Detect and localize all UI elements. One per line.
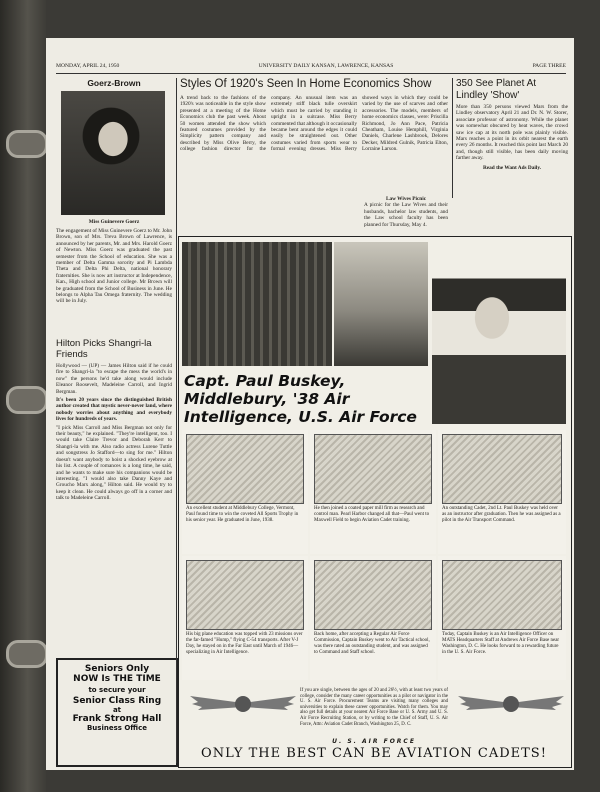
senior-line-2: NOW Is THE TIME <box>73 674 161 684</box>
ad-slogan: ONLY THE BEST CAN BE AVIATION CADETS! <box>201 746 547 761</box>
ad-panel-illustration <box>186 434 304 504</box>
air-force-wings-left <box>188 690 298 716</box>
binder-ring <box>6 386 48 414</box>
planet-heading: 350 See Planet At Lindley 'Show' <box>456 78 537 101</box>
binder-strip <box>0 0 46 792</box>
planet-footer: Read the Want Ads Daily. <box>482 164 542 171</box>
ad-panel-5 <box>310 556 436 680</box>
senior-line-7: Business Office <box>86 724 148 732</box>
ad-panel-illustration <box>186 560 304 630</box>
hilton-body: "I pick Miss Carroll and Miss Bergman not only for their beauty," he explained. "They're intelligent, too. I would take Claire Trevor and Deborah Kerr to Shangri-la with me. Also radio actress Lurene Tuttle and songstress Jo Stafford—to sing for me." Hilton doesn't want anybody to hoist a shocked eyebrow at his list. A couple of romances is a long time, he said, and he wants to make sure his companions would be interesting. "I would also take Danny Kaye and Groucho Marx along," Hilton said. He would try to keep it clean. He could always go off in a corner and talk to Madeleine Carroll. <box>56 424 172 502</box>
ad-panel-3 <box>438 430 566 554</box>
goerz-photo-caption: Miss Guinevere Goerz <box>88 219 140 225</box>
senior-line-1: Seniors Only <box>84 664 150 674</box>
ad-panel-2 <box>310 430 436 554</box>
ad-panel-caption: An outstanding Cadet, 2nd Lt. Paul Buskey was held over as an instructor after graduation. Then he was assigned as a pilot in the Air Transport Command. <box>442 506 561 523</box>
header-date: MONDAY, APRIL 24, 1950 <box>56 63 120 69</box>
hilton-lead: Hollywood — (UP) — James Hilton said if he could fire to Shangri-la "to escape the mess the world's in now" the persons he'd take along would include Eleanor Roosevelt, Madeleine Carroll, and Ingrid Bergman. <box>56 363 172 395</box>
ad-panel-caption: An excellent student at Middlebury College, Vermont, Paul found time to win the coveted All Sports Trophy in his senior year. He graduated in June, 1938. <box>186 506 299 523</box>
air-force-wings-right <box>456 690 566 716</box>
goerz-portrait-photo <box>61 91 165 215</box>
goerz-body: The engagement of Miss Guinevere Goerz to Mr. John Brown, son of Mrs. Treva Brown of Lawrence, is announced by her parents, Mr. and Mrs. Harold Goerz of Newton. Miss Goerz was graduated the past semester from the School of education. She was a member of Delta Gamma sorority and Pi Lambda Theta and Delta Phi Delta, national honorary fraternities. She is now art instructor at Independence, Kan., High school and Junior college. Mr Brown will be graduated from the School of Business in June. He belongs to Alpha Tau Omega fraternity. The wedding will be in July. <box>56 228 172 305</box>
styles-body: A trend back to the fashions of the 1920's was noticeable in the style show presented at a meeting of the Home Economics club the past week. About 50 women attended the show which featured costumes provided by the Simplicity pattern company and described by Miss Olive Berry, the college fashion director for the company. An unusual item was an extremely stiff black tulle overskirt which must be carried by standing it upright in a suitcase. Miss Berry commented that although it occasionally became bent around the edges it could easily be straightened out. Other costumes varied from sports wear to formal evening dresses. Miss Berry showed ways in which they could be varied by the use of scarves and other accessories. The models, members of home economics classes, were: Priscilla Richmond, Jo Ann Pace, Patricia Cheatham, Louise Hemphill, Virginia Daniels, Charlene Lashbrook, Delores Decker, Mildred Gulnik, Patricia Elton, Lorraine Larson. <box>180 95 448 153</box>
header-masthead: UNIVERSITY DAILY KANSAN, LAWRENCE, KANSAS <box>258 63 394 69</box>
column-divider <box>452 78 453 198</box>
column-divider <box>176 78 177 763</box>
goerz-article <box>56 78 172 378</box>
ad-body-text: If you are single, between the ages of 20 and 26½, with at least two years of college, consider the many career opportunities as a pilot or navigator in the U. S. Air Force. Procurement Teams are visiting many colleges and universities to explain these career opportunities. Watch for them. You may also get full details at your nearest Air Force Base or U. S. Army and U. S. Air Force Recruiting Station, or by writing to the Chief of Staff, U. S. Air Force, Attn: Aviation Cadet Branch, Washington 25, D. C. <box>300 688 448 727</box>
ad-brand: U. S. AIR FORCE <box>332 738 416 745</box>
goerz-heading: Goerz-Brown <box>87 78 141 88</box>
senior-ring-ad <box>56 658 178 767</box>
senior-line-4: Senior Class Ring <box>72 696 162 706</box>
ad-panel-illustration <box>314 560 432 630</box>
newspaper-page <box>46 38 574 770</box>
binder-ring <box>6 640 48 668</box>
hilton-article <box>56 338 172 658</box>
header-page-number: PAGE THREE <box>532 63 566 69</box>
campus-tower-illustration <box>334 242 428 366</box>
captain-portrait-photo <box>432 242 566 424</box>
ad-panel-illustration <box>442 434 562 504</box>
ad-headline: Capt. Paul Buskey, Middlebury, '38 Air Intelligence, U.S. Air Force <box>184 372 417 426</box>
page-header <box>56 63 566 74</box>
ad-panel-caption: His big plane education was topped with 23 missions over the far-famed "Hump," flying C-54 transports. After V-J Day, he stayed on in the Far East until March of 1946—specializing in Air Intelligence. <box>186 632 303 655</box>
ad-panel-6 <box>438 556 566 680</box>
planet-body: More than 350 persons viewed Mars from the Lindley observatory April 21 and Dr. N. W. Storer, associate professor of astronomy. While the planet was somewhat obscured by heat waves, the crowd saw ice cap at its north pole was plainly visible. Mars reaches a point in its orbit nearest the earth every 26 months. It reached this point last March 20 and, though still visible, has been daily moving farther away. <box>456 104 568 162</box>
planet-article <box>456 78 568 198</box>
binder-ring <box>6 130 48 158</box>
law-wives-article <box>364 196 448 236</box>
hilton-heading: Hilton Picks Shangri-la Friends <box>56 338 152 360</box>
styles-heading: Styles Of 1920's Seen In Home Economics Show <box>180 78 432 90</box>
ad-panel-illustration <box>442 560 562 630</box>
ad-panel-4 <box>182 556 308 680</box>
ad-panel-illustration <box>314 434 432 504</box>
ad-panel-caption: Back home, after accepting a Regular Air Force Commission, Captain Buskey went to Air Tactical school, was there rated an outstanding student, and was assigned to Command and Staff school. <box>314 632 430 655</box>
hilton-bold-paragraph: It's been 20 years since the distinguished British author created that mystic never-never land, where nobody worries about anything and everybody lives for hundreds of years. <box>56 397 172 423</box>
senior-line-3: to secure your <box>88 686 146 694</box>
law-wives-body: A picnic for the Law Wives and their husbands, bachelor law students, and the Law school faculty has been planned for Thursday, May 4. <box>364 202 448 228</box>
ad-panel-caption: Today, Captain Buskey is an Air Intelligence Officer on MATS Headquarters Staff at Andrews Air Force Base near Washington, D. C. He looks forward to a rewarding future in the U. S. Air Force. <box>442 632 560 655</box>
campus-building-illustration <box>182 242 332 366</box>
senior-line-6: Frank Strong Hall <box>72 714 162 724</box>
law-wives-heading: Law Wives Picnic <box>385 196 427 202</box>
senior-line-5: at <box>112 706 122 714</box>
ad-panel-caption: He then joined a coated paper mill firm as research and control man. Pearl Harbor changed all that—Paul went to Maxwell Field to begin Aviation Cadet training. <box>314 506 430 523</box>
ad-panel-1 <box>182 430 308 554</box>
